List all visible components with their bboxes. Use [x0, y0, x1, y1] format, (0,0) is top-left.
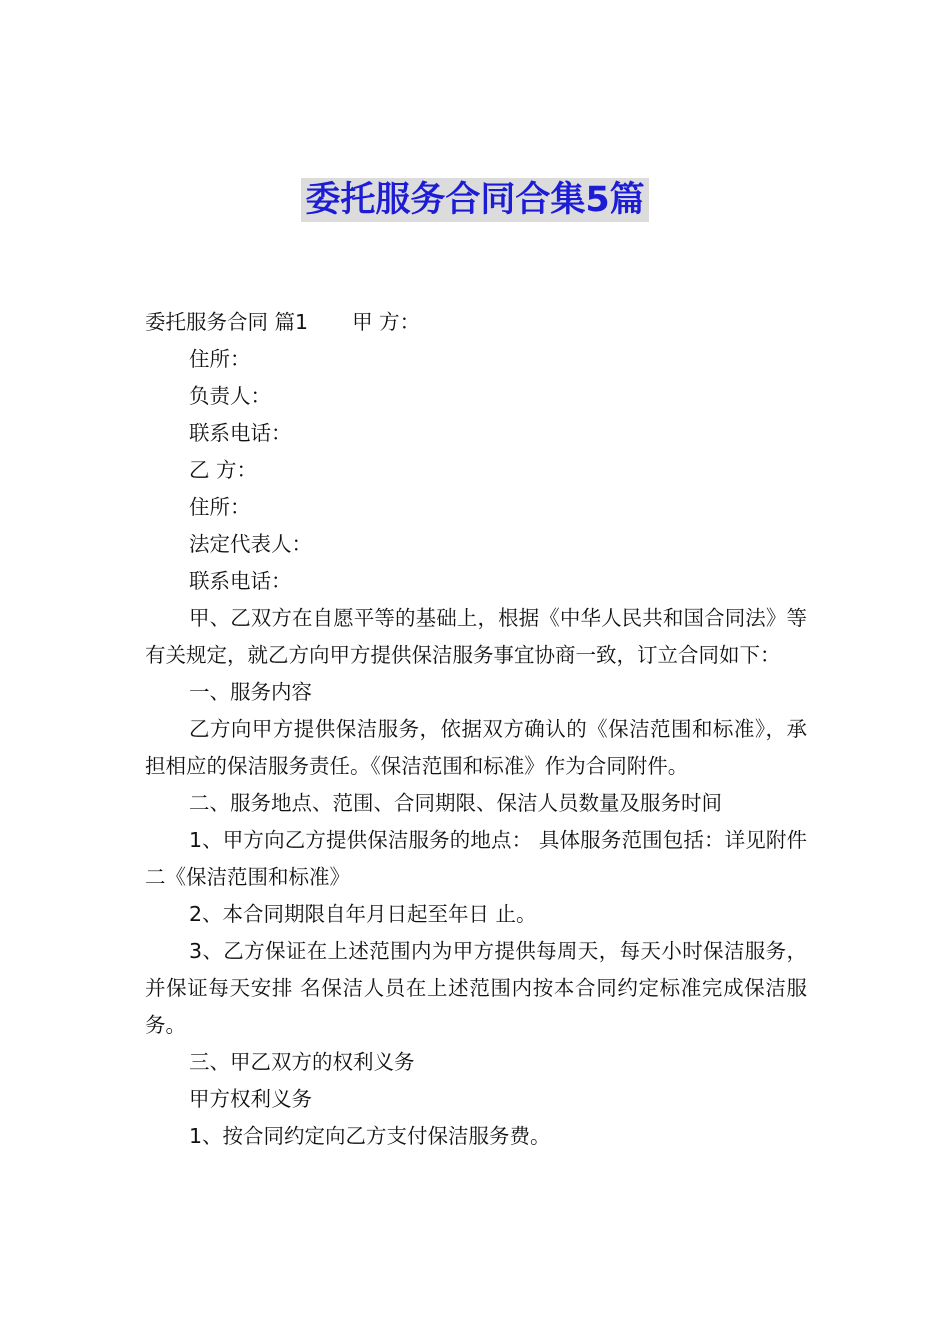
clause-1-paragraph: 乙方向甲方提供保洁服务，依据双方确认的《保洁范围和标准》，承担相应的保洁服务责任。《保洁范围和标准》作为合同附件。 — [145, 717, 807, 778]
section-heading: 委托服务合同 篇1 — [145, 310, 309, 334]
party-a-address: 住所： — [189, 347, 251, 371]
clause-heading-1: 一、服务内容 — [189, 680, 312, 704]
party-a-rights-heading: 甲方权利义务 — [189, 1087, 312, 1111]
party-b-phone: 联系电话： — [189, 569, 292, 593]
party-b-label: 乙 方： — [189, 458, 258, 482]
clause-heading-3: 三、甲乙双方的权利义务 — [189, 1050, 415, 1074]
document-body — [145, 304, 807, 1155]
preamble-paragraph: 甲、乙双方在自愿平等的基础上，根据《中华人民共和国合同法》等有关规定，就乙方向甲方提供保洁服务事宜协商一致，订立合同如下： — [145, 606, 807, 667]
clause-2-item-2: 2、本合同期限自年月日起至年日 止。 — [189, 902, 537, 926]
document-title: 委托服务合同合集5篇 — [301, 178, 648, 222]
party-b-address: 住所： — [189, 495, 251, 519]
party-a-representative: 负责人： — [189, 384, 271, 408]
title-container — [0, 178, 950, 222]
party-b-legal-representative: 法定代表人： — [189, 532, 312, 556]
clause-heading-2: 二、服务地点、范围、合同期限、保洁人员数量及服务时间 — [189, 791, 722, 815]
party-a-phone: 联系电话： — [189, 421, 292, 445]
section-heading-row — [145, 304, 807, 341]
clause-2-item-3: 3、乙方保证在上述范围内为甲方提供每周天，每天小时保洁服务，并保证每天安排 名保洁人员在上述范围内按本合同约定标准完成保洁服务。 — [145, 939, 807, 1037]
clause-2-item-1: 1、甲方向乙方提供保洁服务的地点： 具体服务范围包括：详见附件二《保洁范围和标准》 — [145, 828, 807, 889]
party-a-rights-item-1: 1、按合同约定向乙方支付保洁服务费。 — [189, 1124, 551, 1148]
party-a-label: 甲 方： — [352, 310, 421, 334]
